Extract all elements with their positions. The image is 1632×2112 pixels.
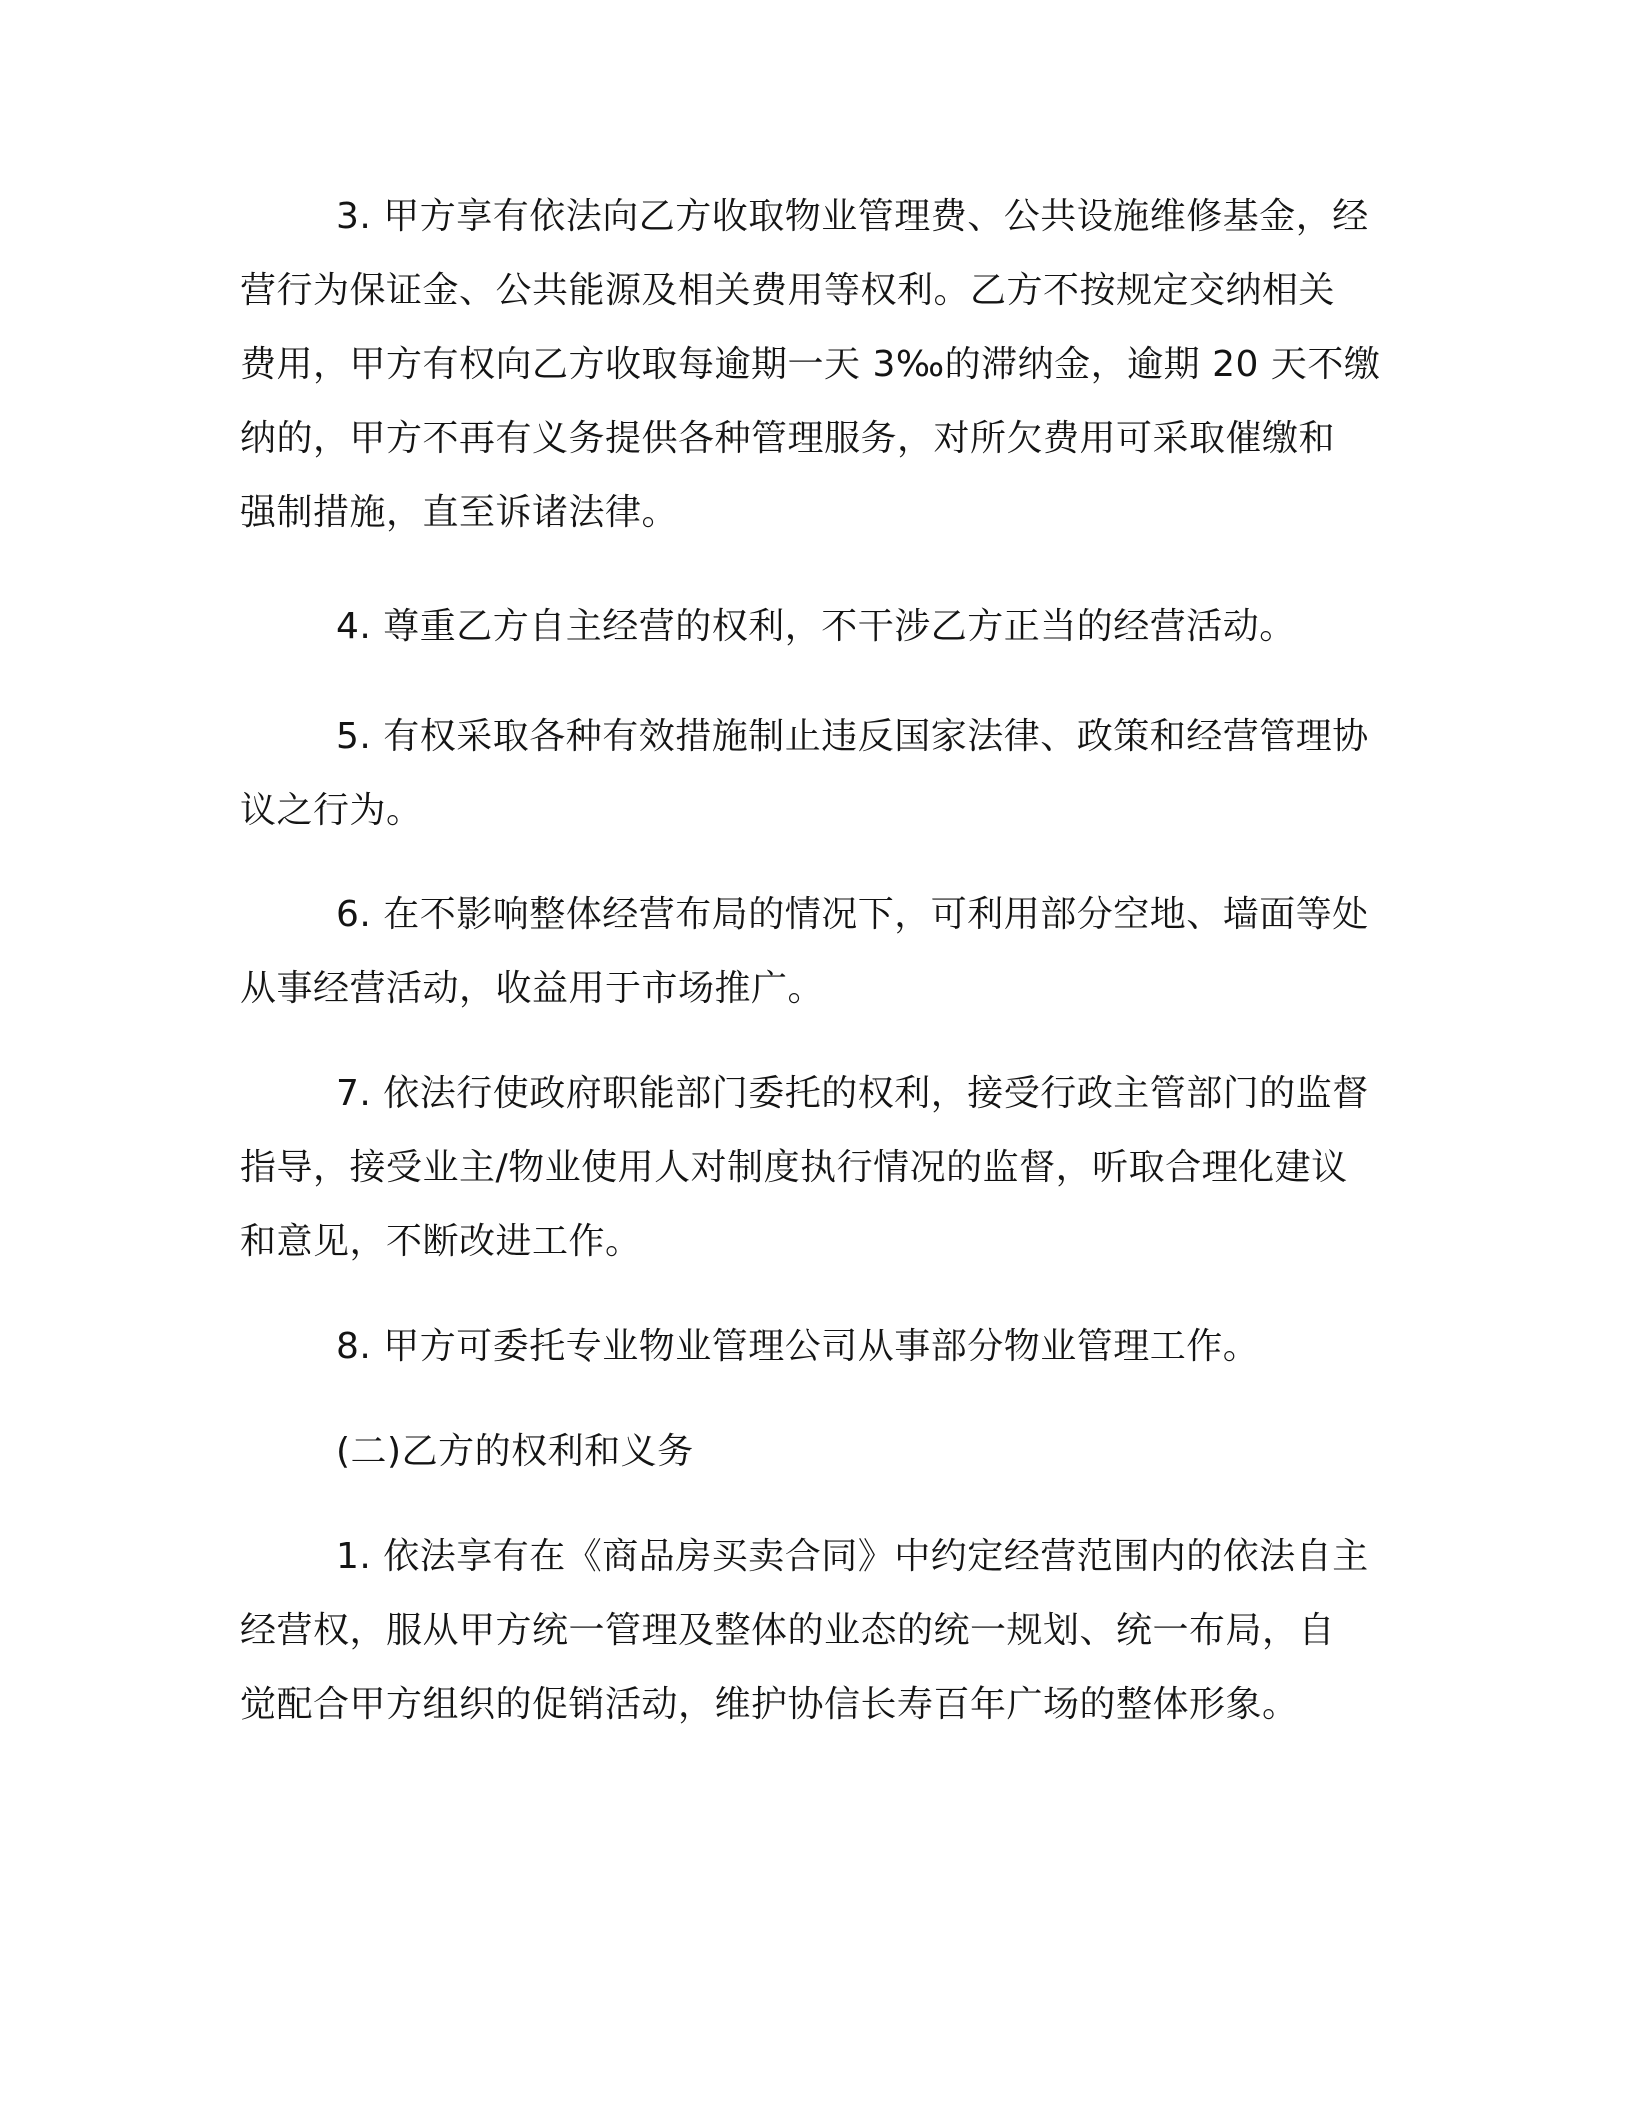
paragraph-b1: [240, 1520, 1375, 1742]
text-line: 4. 尊重乙方自主经营的权利，不干涉乙方正当的经营活动。: [336, 606, 1296, 647]
paragraph-6: [240, 878, 1375, 1026]
section-heading: [240, 1415, 1375, 1489]
text-line: 费用，甲方有权向乙方收取每逾期一天 3‰的滞纳金，逾期 20 天不缴: [240, 344, 1381, 385]
text-line: 议之行为。: [240, 790, 423, 831]
text-line: 营行为保证金、公共能源及相关费用等权利。乙方不按规定交纳相关: [240, 270, 1336, 311]
paragraph-3: [240, 180, 1381, 550]
text-line: 8. 甲方可委托专业物业管理公司从事部分物业管理工作。: [336, 1326, 1260, 1367]
text-line: 3. 甲方享有依法向乙方收取物业管理费、公共设施维修基金，经: [336, 196, 1369, 237]
text-line: 指导，接受业主/物业使用人对制度执行情况的监督，听取合理化建议: [240, 1147, 1348, 1188]
text-line: 5. 有权采取各种有效措施制止违反国家法律、政策和经营管理协: [336, 716, 1369, 757]
text-line: 和意见，不断改进工作。: [240, 1221, 642, 1262]
text-line: 6. 在不影响整体经营布局的情况下，可利用部分空地、墙面等处: [336, 894, 1369, 935]
text-line: 经营权，服从甲方统一管理及整体的业态的统一规划、统一布局，自: [240, 1610, 1336, 1651]
text-line: 7. 依法行使政府职能部门委托的权利，接受行政主管部门的监督: [336, 1073, 1369, 1114]
text-line: 从事经营活动，收益用于市场推广。: [240, 968, 825, 1009]
paragraph-8: [240, 1310, 1375, 1384]
text-line: 觉配合甲方组织的促销活动，维护协信长寿百年广场的整体形象。: [240, 1684, 1299, 1725]
paragraph-5: [240, 700, 1375, 848]
text-line: 强制措施，直至诉诸法律。: [240, 492, 679, 533]
paragraph-7: [240, 1057, 1375, 1279]
text-line: 1. 依法享有在《商品房买卖合同》中约定经营范围内的依法自主: [336, 1536, 1369, 1577]
paragraph-4: [240, 590, 1375, 664]
heading-line: (二)乙方的权利和义务: [336, 1431, 694, 1472]
text-line: 纳的，甲方不再有义务提供各种管理服务，对所欠费用可采取催缴和: [240, 418, 1336, 459]
